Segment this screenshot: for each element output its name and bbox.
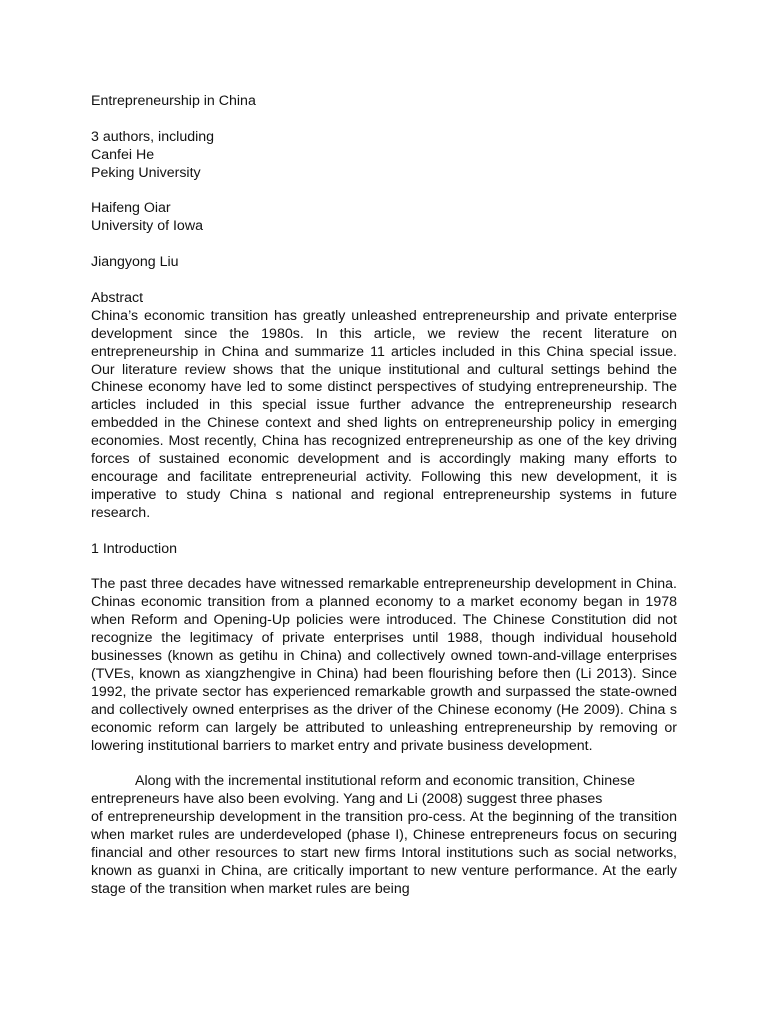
intro-paragraph-2-line-1: Along with the incremental institutional reform and economic transition, Chinese <box>135 773 635 790</box>
author-affiliation: Peking University <box>91 164 201 181</box>
author-block-2 <box>91 200 677 236</box>
title-text: Entrepreneurship in China <box>91 93 256 109</box>
authors-intro: 3 authors, including <box>91 128 215 145</box>
intro-paragraph-2-rest: of entrepreneurship development in the transition pro-cess. At the beginning of the transition when market rules are underdeveloped (phase I), Chinese entrepreneurs focus on securing financial and other resources to start new firms Intoral institutions such as social networks, known as guanxi in China, are critically important to new venture performance. At the early stage of the transition when market rules are being <box>91 809 677 897</box>
abstract-text: China’s economic transition has greatly unleashed entrepreneurship and private enterprise development since the 1980s. In this article, we review the recent literature on entrepreneurship in China and summarize 11 articles included in this China special issue. Our literature review shows that the unique institutional and cultural settings behind the Chinese economy have led to some distinct perspectives of studying entrepreneurship. The articles included in this special issue further advance the entrepreneurship research embedded in the Chinese context and shed lights on entrepreneurship policy in emerging economies. Most recently, China has recognized entrepreneurship as one of the key driving forces of sustained economic development and is accordingly making many efforts to encourage and facilitate entrepreneurial activity. Following this new development, it is imperative to study China s national and regional entrepreneurship systems in future research. <box>91 307 677 521</box>
author-affiliation: University of Iowa <box>91 218 203 235</box>
author-name: Jiangyong Liu <box>91 254 179 271</box>
section-heading-text: 1 Introduction <box>91 540 177 557</box>
document-title <box>91 93 677 111</box>
intro-paragraph-1: The past three decades have witnessed remarkable entrepreneurship development in China. Chinas economic transition from a planned economy to a market economy began in 1978 when Reform and Opening-Up policies were introduced. The Chinese Constitution did not recognize the legitimacy of private enterprises until 1988, though individual household businesses (known as getihu in China) and collectively owned town-and-village enterprises (TVEs, known as xiangzhengive in China) had been flourishing before then (Li 2013). Since 1992, the private sector has experienced remarkable growth and surpassed the state-owned and collectively owned enterprises as the driver of the Chinese economy (He 2009). China s economic reform can largely be attributed to unleashing entrepreneurship by removing or lowering institutional barriers to market entry and private business development. <box>91 576 677 754</box>
abstract-section <box>91 290 677 523</box>
abstract-heading: Abstract <box>91 289 144 306</box>
intro-paragraph-2-line-2: entrepreneurs have also been evolving. Yang and Li (2008) suggest three phases <box>91 791 603 808</box>
section-heading <box>91 541 677 559</box>
author-block-1 <box>91 129 677 183</box>
intro-paragraph-2 <box>91 773 677 898</box>
document-page <box>91 93 677 899</box>
author-name: Haifeng Oiar <box>91 200 171 217</box>
author-block-3 <box>91 254 677 272</box>
author-name: Canfei He <box>91 146 155 163</box>
